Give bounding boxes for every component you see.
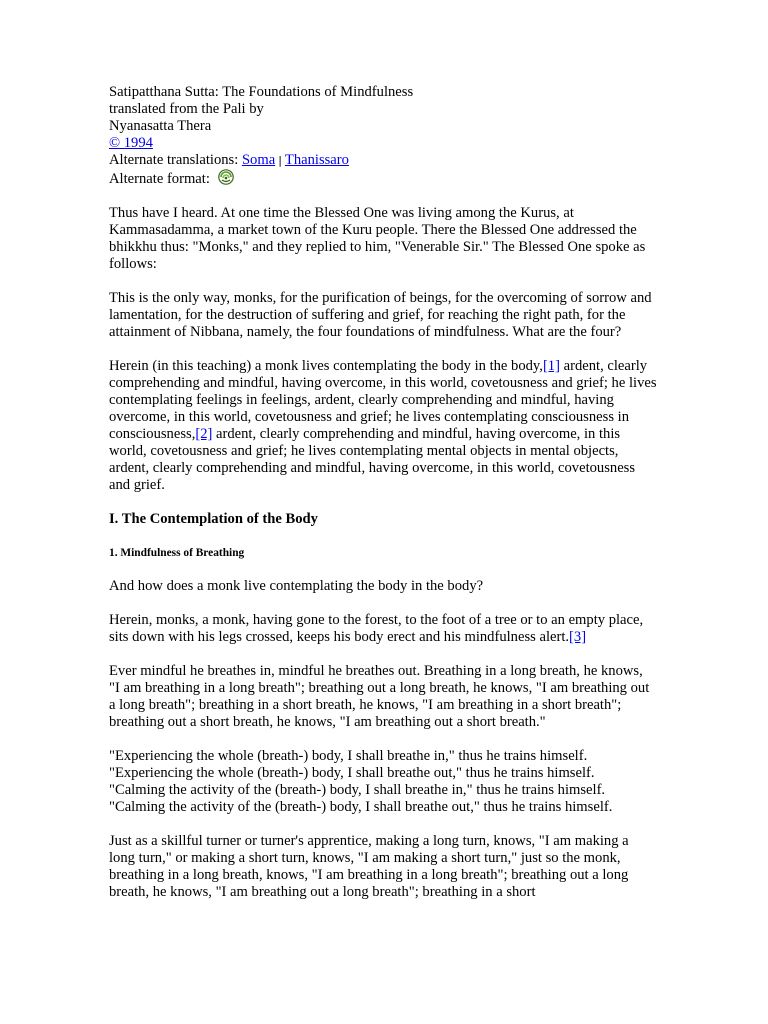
alternate-translations-row	[109, 152, 657, 169]
training-line: "Experiencing the whole (breath-) body, I shall breathe in," thus he trains himself.	[109, 748, 588, 764]
document-title: Satipatthana Sutta: The Foundations of Mindfulness	[109, 84, 414, 100]
subsection-heading-mindfulness-of-breathing: 1. Mindfulness of Breathing	[109, 547, 245, 559]
training-line: "Calming the activity of the (breath-) body, I shall breathe in," thus he trains himself.	[109, 782, 606, 798]
training-line: "Experiencing the whole (breath-) body, I shall breathe out," thus he trains himself.	[109, 765, 595, 781]
footnote-3-link[interactable]: [3]	[569, 629, 587, 645]
section-heading-contemplation-of-body: I. The Contemplation of the Body	[109, 511, 318, 527]
training-line: "Calming the activity of the (breath-) body, I shall breathe out," thus he trains himself.	[109, 799, 613, 815]
alternate-format-row	[109, 169, 657, 188]
forest-paragraph	[109, 612, 657, 646]
thanissaro-translation-link[interactable]: Thanissaro	[284, 152, 349, 168]
turner-paragraph: Just as a skillful turner or turner's apprentice, making a long turn, knows, "I am making a long turn," or making a short turn, knows, "I am making a short turn," just so the monk, breathing in a long breath, knows, "I am breathing in a long breath"; breathing out a long breath, he knows, "I am breathing out a long breath"; breathing in a short	[109, 833, 629, 900]
audio-format-icon[interactable]	[218, 169, 234, 185]
intro-paragraph-3	[109, 358, 657, 494]
intro-p3-text-c: ardent, clearly comprehending and mindful, having overcome, in this world, covetousness and grief; he lives contemplating mental objects in mental objects, ardent, clearly comprehending and mindful, having overcome, in this world, covetousness and grief.	[109, 426, 636, 493]
footnote-1-link[interactable]: [1]	[542, 358, 560, 374]
forest-text: Herein, monks, a monk, having gone to the forest, to the foot of a tree or to an empty place, sits down with his legs crossed, keeps his body erect and his mindfulness alert.	[109, 612, 644, 645]
intro-p3-text-b: ardent, clearly comprehending and mindful, having overcome, in this world, covetousness and grief; he lives contemplating feelings in feelings, ardent, clearly comprehending and mindful, having overcome, in this world, covetousness and grief; he lives contemplating consciousness in consciousness,	[109, 358, 657, 442]
alternate-translations-label: Alternate translations:	[109, 152, 239, 168]
translator-name: Nyanasatta Thera	[109, 118, 212, 134]
intro-p3-text-a: Herein (in this teaching) a monk lives contemplating the body in the body,	[109, 358, 543, 374]
intro-paragraph-2: This is the only way, monks, for the purification of beings, for the overcoming of sorrow and lamentation, for the destruction of suffering and grief, for reaching the right path, for the attainment of Nibbana, namely, the four foundations of mindfulness. What are the four?	[109, 290, 652, 340]
breathing-paragraph: Ever mindful he breathes in, mindful he breathes out. Breathing in a long breath, he knows, "I am breathing in a long breath"; breathing out a long breath, he knows, "I am breathing out a long breath"; breathing in a short breath, he knows, "I am breathing in a short breath"; breathing out a short breath, he knows, "I am breathing out a short breath."	[109, 663, 650, 730]
document-header	[109, 84, 657, 188]
translated-from-label: translated from the Pali by	[109, 101, 264, 117]
training-lines	[109, 748, 657, 816]
separator: |	[278, 154, 282, 167]
intro-paragraph-1: Thus have I heard. At one time the Blessed One was living among the Kurus, at Kammasadamma, a market town of the Kuru people. There the Blessed One addressed the bhikkhu thus: "Monks," and they replied to him, "Venerable Sir." The Blessed One spoke as follows:	[109, 205, 646, 272]
copyright-link[interactable]: © 1994	[109, 135, 153, 151]
document-page	[109, 84, 657, 918]
soma-translation-link[interactable]: Soma	[241, 152, 276, 168]
alternate-format-label: Alternate format:	[109, 171, 210, 187]
footnote-2-link[interactable]: [2]	[195, 426, 213, 442]
question-paragraph: And how does a monk live contemplating the body in the body?	[109, 578, 484, 594]
